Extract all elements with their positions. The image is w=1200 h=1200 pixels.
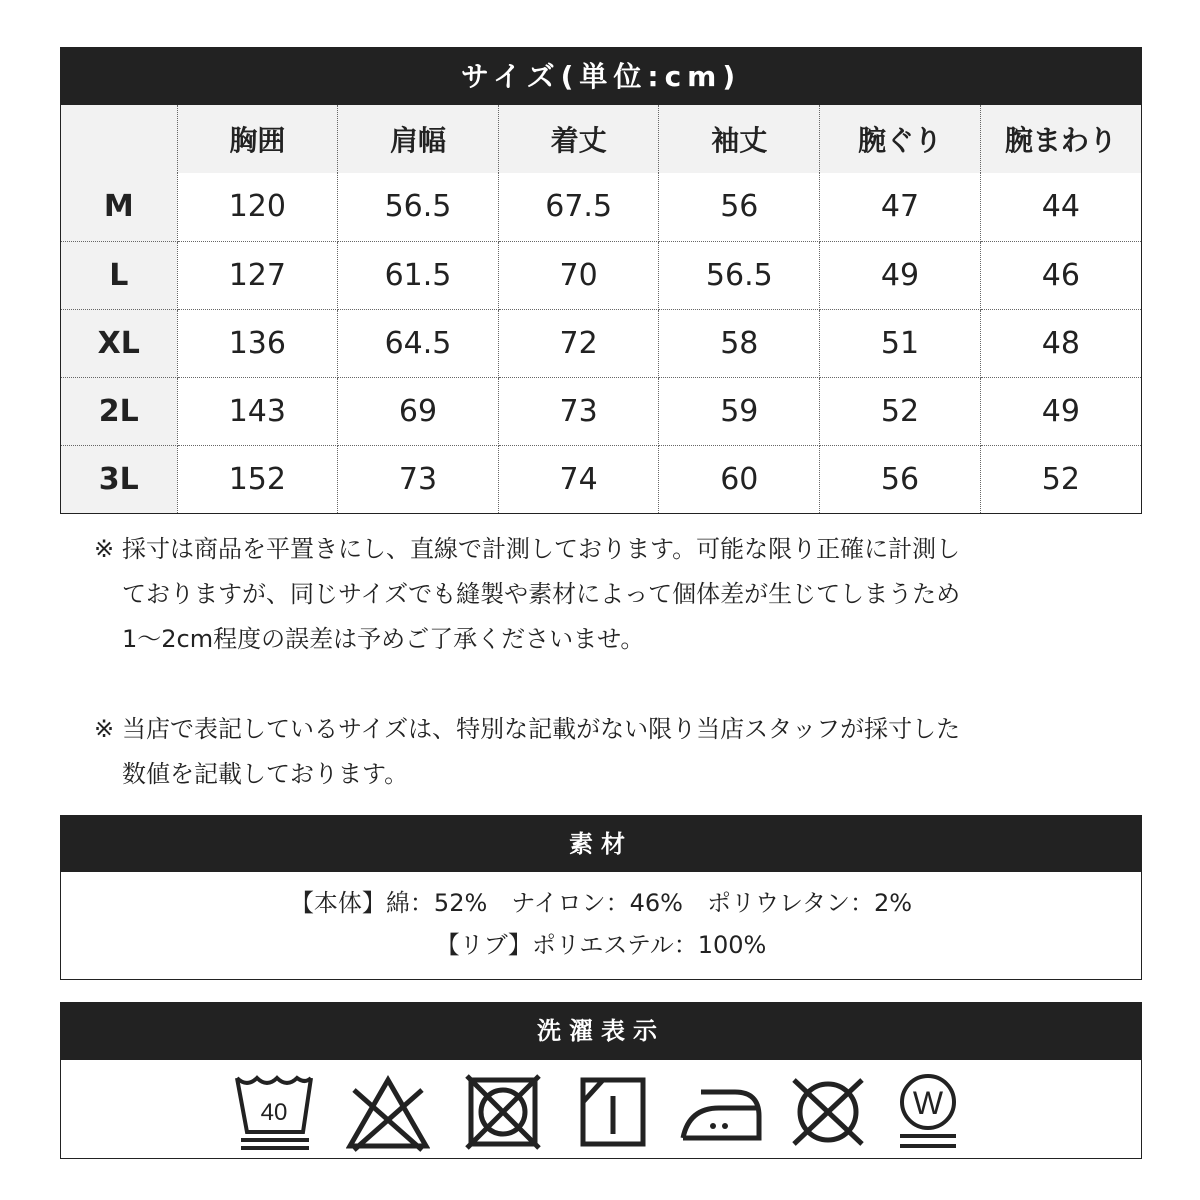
table-cell: 67.5 [498,173,659,241]
note-line: 当店で表記しているサイズは、特別な記載がない限り当店スタッフが採寸した [122,715,961,743]
wet-clean-letter: W [912,1085,944,1121]
table-row [61,309,1141,377]
size-table-panel [60,47,1142,514]
column-header: 腕まわり [980,105,1141,173]
table-cell: 56.5 [338,173,499,241]
note-mark: ※ [94,535,115,563]
column-header: 肩幅 [338,105,499,173]
tumble-dry-prohibited-icon [461,1072,545,1152]
iron-low-icon [679,1072,763,1152]
table-cell: 69 [338,377,499,445]
table-cell: 56.5 [659,241,820,309]
table-cell: 58 [659,309,820,377]
table-cell: 46 [980,241,1141,309]
table-cell: 49 [820,241,981,309]
material-panel [60,815,1142,980]
size-label: L [61,241,177,309]
table-cell: 51 [820,309,981,377]
table-cell: 70 [498,241,659,309]
table-cell: 49 [980,377,1141,445]
table-cell: 61.5 [338,241,499,309]
dry-clean-prohibited-icon [786,1072,870,1152]
line-dry-icon [571,1072,655,1152]
table-row [61,241,1141,309]
table-row [61,445,1141,513]
table-cell: 47 [820,173,981,241]
size-table-title: サイズ(単位:cm) [61,48,1141,105]
note-line: 採寸は商品を平置きにし、直線で計測しております。可能な限り正確に計測し [122,535,961,563]
table-cell: 72 [498,309,659,377]
care-icons-row [61,1060,1141,1160]
note-measurement [94,527,1114,662]
table-cell: 60 [659,445,820,513]
note-mark: ※ [94,715,115,743]
note-line: 1～2cm程度の誤差は予めご了承くださいませ。 [122,625,645,653]
table-row [61,173,1141,241]
table-cell: 52 [1041,461,1080,497]
table-cell: 64.5 [338,309,499,377]
table-cell: 48 [980,309,1141,377]
wet-clean-gentle-icon [886,1072,970,1152]
size-label: M [61,173,177,241]
corner-cell [61,105,177,173]
material-title: 素材 [61,816,1141,872]
bleach-prohibited-icon [346,1072,430,1152]
table-cell: 152 [177,445,338,513]
table-row [61,377,1141,445]
care-title: 洗濯表示 [61,1003,1141,1060]
note-size-notation [94,707,1114,797]
wash-temperature: 40 [260,1099,288,1126]
table-cell: 73 [338,445,499,513]
material-body [61,872,1141,966]
column-header: 着丈 [498,105,659,173]
column-header: 胸囲 [177,105,338,173]
table-cell: 56 [659,173,820,241]
column-header: 袖丈 [659,105,820,173]
table-cell: 52 [820,377,981,445]
table-cell: 56 [820,445,981,513]
washtub-40-gentle-icon [233,1072,317,1152]
table-cell: 143 [177,377,338,445]
table-cell: 74 [498,445,659,513]
note-line: 数値を記載しております。 [122,760,409,788]
size-label: 3L [61,445,177,513]
note-line: ておりますが、同じサイズでも縫製や素材によって個体差が生じてしまうため [122,580,961,608]
size-label: XL [61,309,177,377]
material-line-rib: 【リブ】ポリエステル：100% [435,931,767,959]
column-header: 腕ぐり [820,105,981,173]
size-table [61,105,1141,513]
size-table-header-row [61,105,1141,173]
table-cell: 44 [980,173,1141,241]
table-cell: 73 [498,377,659,445]
table-cell: 59 [659,377,820,445]
material-line-body: 【本体】綿：52% ナイロン：46% ポリウレタン：2% [289,889,913,917]
table-cell: 136 [177,309,338,377]
table-cell: 120 [177,173,338,241]
table-cell: 127 [177,241,338,309]
size-label: 2L [61,377,177,445]
care-label-panel [60,1002,1142,1159]
